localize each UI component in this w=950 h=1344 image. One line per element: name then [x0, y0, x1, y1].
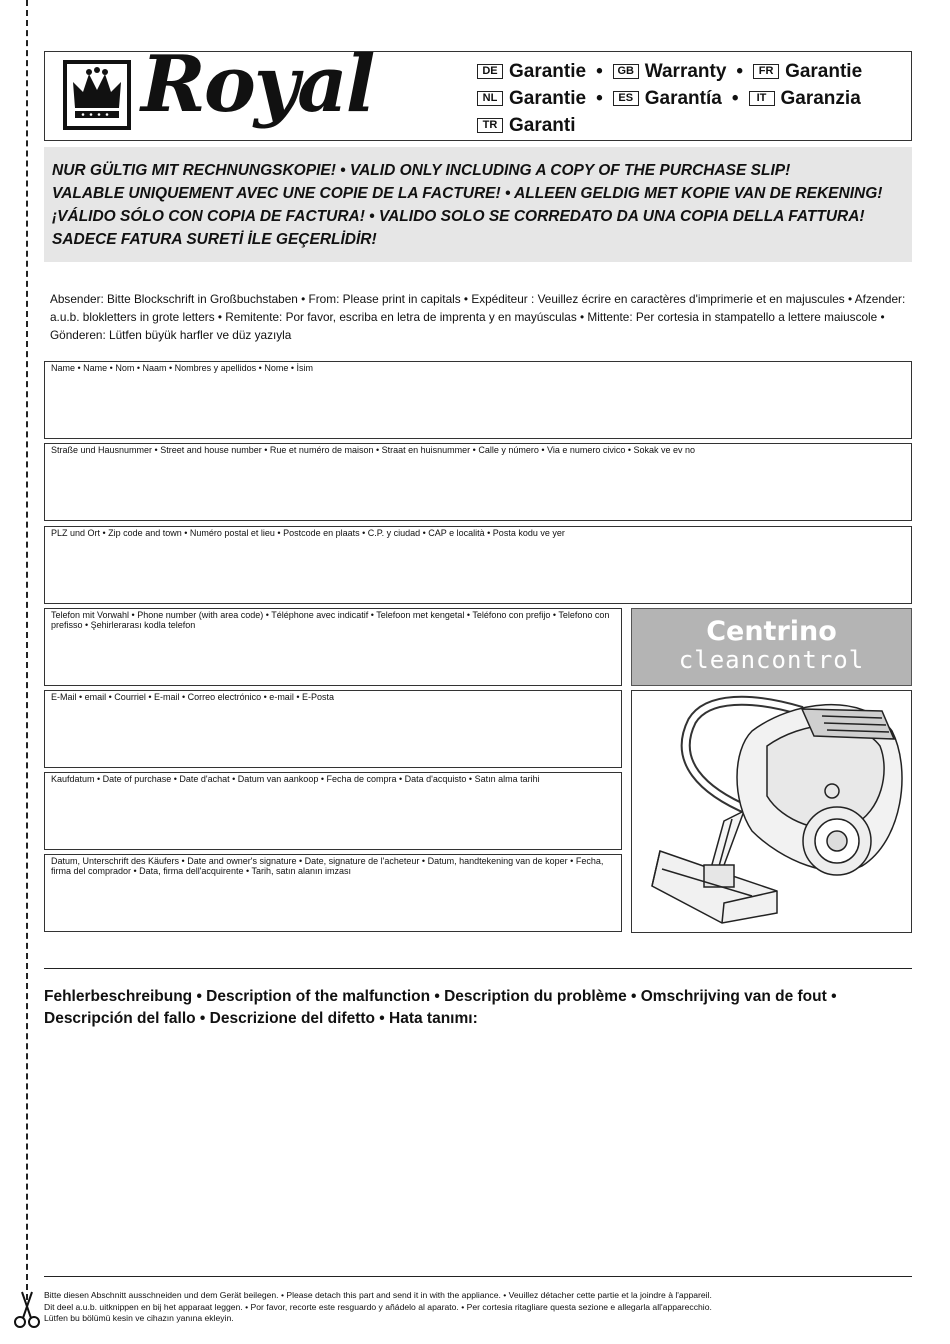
purchase-date-field-label: Kaufdatum • Date of purchase • Date d'achat • Datum van aankoop • Fecha de compra • Data d'acquisto • Satın alma tarihi — [51, 774, 540, 784]
language-label: Garantía — [644, 87, 722, 109]
bullet: • — [596, 87, 603, 109]
purchase-date-field[interactable] — [44, 772, 622, 850]
bullet: • — [731, 87, 739, 109]
language-label: Garantie — [509, 87, 587, 109]
language-code: ES — [613, 91, 639, 106]
language-code: GB — [613, 64, 639, 79]
language-code: IT — [749, 91, 775, 106]
header — [44, 39, 912, 141]
language-label: Garantie — [509, 60, 587, 82]
vacuum-cleaner-illustration-icon — [632, 691, 911, 932]
bullet: • — [596, 60, 603, 82]
notice-line: SADECE FATURA SURETİ İLE GEÇERLİDİR! — [52, 231, 377, 248]
notice-line: NUR GÜLTIG MIT RECHNUNGSKOPIE! • VALID ONLY INCLUDING A COPY OF THE PURCHASE SLIP! — [52, 162, 791, 179]
language-code: TR — [477, 118, 503, 133]
divider — [44, 1276, 912, 1277]
language-code: FR — [753, 64, 779, 79]
product-image-box — [631, 690, 912, 933]
email-field-label: E-Mail • email • Courriel • E-mail • Correo electrónico • e-mail • E-Posta — [51, 692, 334, 702]
warranty-languages — [477, 58, 907, 139]
detach-instructions — [44, 1290, 912, 1325]
language-label: Garanzia — [780, 87, 861, 109]
street-field[interactable] — [44, 443, 912, 521]
language-code: DE — [477, 64, 503, 79]
notice-line: ¡VÁLIDO SÓLO CON COPIA DE FACTURA! • VALIDO SOLO SE CORREDATO DA UNA COPIA DELLA FATTURA! — [52, 208, 865, 225]
validity-notice — [44, 147, 912, 262]
cut-line — [26, 0, 28, 1300]
name-field[interactable] — [44, 361, 912, 439]
signature-field[interactable] — [44, 854, 622, 932]
bullet: • — [736, 60, 744, 82]
royal-logo — [63, 39, 443, 136]
product-title: Centrino — [706, 616, 837, 647]
language-label: Garanti — [509, 114, 576, 136]
street-field-label: Straße und Hausnummer • Street and house number • Rue et numéro de maison • Straat en huisnummer • Calle y número • Via e numero civico • Sokak ve ev no — [51, 445, 696, 455]
product-name-banner — [631, 608, 912, 686]
language-row — [477, 85, 907, 112]
malfunction-line: Descripción del fallo • Descrizione del difetto • Hata tanımı: — [44, 1010, 478, 1027]
language-code: NL — [477, 91, 503, 106]
notice-line: VALABLE UNIQUEMENT AVEC UNE COPIE DE LA FACTURE! • ALLEEN GELDIG MET KOPIE VAN DE REKENING! — [52, 185, 883, 202]
footer-line: Dit deel a.u.b. uitknippen en bij het apparaat leggen. • Por favor, recorte este resguardo y añádelo al aparato. • Per cortesia ritagliare questa sezione e allegarla all'apparecchio. — [44, 1301, 712, 1312]
phone-field[interactable] — [44, 608, 622, 686]
name-field-label: Name • Name • Nom • Naam • Nombres y apellidos • Nome • İsim — [51, 363, 313, 373]
malfunction-heading — [44, 986, 912, 1030]
footer-line: Lütfen bu bölümü kesin ve cihazın yanına ekleyin. — [44, 1313, 234, 1323]
language-row — [477, 58, 907, 85]
zip-town-field[interactable] — [44, 526, 912, 604]
email-field[interactable] — [44, 690, 622, 768]
zip-town-field-label: PLZ und Ort • Zip code and town • Numéro postal et lieu • Postcode en plaats • C.P. y ciudad • CAP e località • Posta kodu ve yer — [51, 528, 565, 538]
sender-instructions: Absender: Bitte Blockschrift in Großbuchstaben • From: Please print in capitals • Expéditeur : Veuillez écrire en caractères d'imprimerie et en majuscules • Afzender: a.u.b. blokletters in grote letters • Remitente: Por favor, escriba en letra de imprenta y en mayúsculas • Mittente: Per cortesia in stampatello a lettere maiuscole • Gönderen: Lütfen büyük harfler ve düz yazıyla — [50, 292, 906, 342]
logo-wordmark: Royal — [141, 39, 374, 130]
phone-field-label: Telefon mit Vorwahl • Phone number (with area code) • Téléphone avec indicatif • Telefoon met kengetal • Teléfono con prefijo • Telefono con prefisso • Şehirlerarası kodla telefon — [51, 610, 610, 630]
signature-field-label: Datum, Unterschrift des Käufers • Date and owner's signature • Date, signature de l'acheteur • Datum, handtekening van de koper • Fecha, firma del comprador • Data, firma dell'acquirente • Tarih, satın alanın imzası — [51, 856, 604, 876]
crown-icon — [63, 60, 131, 130]
malfunction-line: Fehlerbeschreibung • Description of the malfunction • Description du problème • Omschrijving van de fout • — [44, 988, 837, 1005]
scissors-icon — [12, 1290, 42, 1330]
product-subtitle: cleancontrol — [678, 646, 865, 674]
language-label: Garantie — [785, 60, 863, 82]
language-label: Warranty — [644, 60, 727, 82]
language-row — [477, 112, 907, 139]
footer-line: Bitte diesen Abschnitt ausschneiden und dem Gerät beilegen. • Please detach this part and send it in with the appliance. • Veuillez détacher cette partie et la joindre à l'appareil. — [44, 1290, 712, 1300]
divider — [44, 968, 912, 969]
